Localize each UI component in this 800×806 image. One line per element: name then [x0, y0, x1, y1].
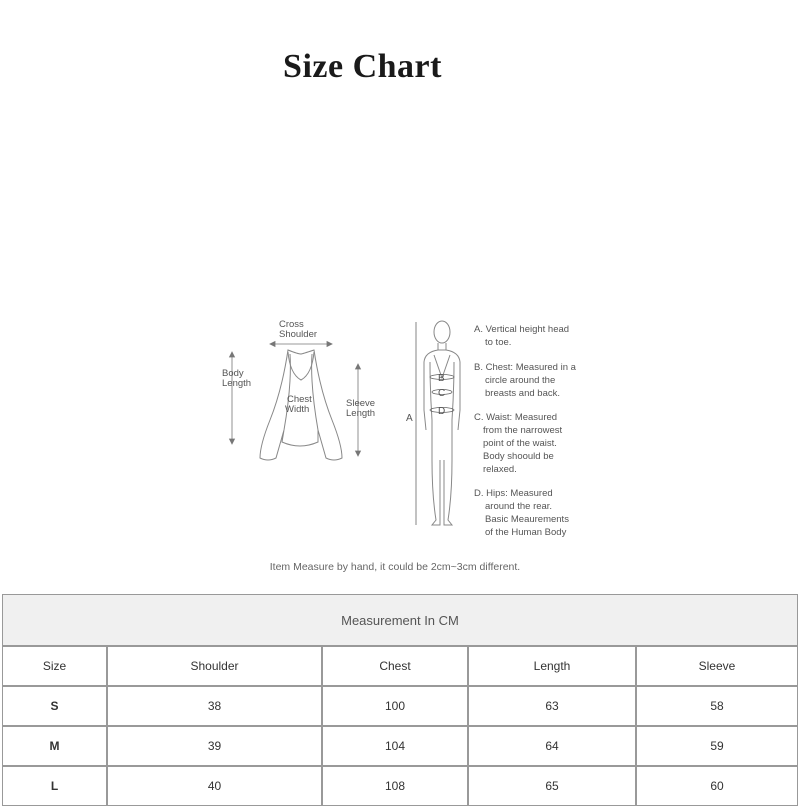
legend-line: breasts and back.: [485, 388, 560, 399]
legend-line: around the rear.: [485, 501, 553, 512]
size-table: [2, 594, 798, 806]
size-table-container: [2, 594, 798, 806]
size-cell: S: [2, 686, 107, 726]
legend-line: Body shoould be: [483, 451, 554, 462]
sleeve-length-label: Length: [346, 408, 376, 419]
body-legend: [474, 324, 577, 538]
legend-line: relaxed.: [483, 464, 517, 475]
body-measure-lines: [416, 322, 454, 525]
length-cell: 65: [468, 766, 636, 806]
chest-width-label: Chest: [287, 394, 312, 405]
body-length-label: Length: [222, 378, 252, 389]
cross-shoulder-label: Cross: [279, 319, 304, 330]
body-letter-c: C: [438, 388, 446, 399]
table-row: [2, 766, 798, 806]
length-cell: 63: [468, 686, 636, 726]
chest-cell: 100: [322, 686, 468, 726]
table-row: [2, 726, 798, 766]
legend-line: of the Human Body: [485, 527, 567, 538]
cross-shoulder-label: Shoulder: [279, 329, 318, 340]
header-chest: Chest: [322, 646, 468, 686]
shoulder-cell: 40: [107, 766, 322, 806]
table-caption: Measurement In CM: [2, 594, 798, 646]
page-title: Size Chart: [283, 48, 442, 85]
header-length: Length: [468, 646, 636, 686]
body-length-label: Body: [222, 368, 244, 379]
legend-line: C. Waist: Measured: [474, 412, 558, 423]
shoulder-cell: 38: [107, 686, 322, 726]
header-shoulder: Shoulder: [107, 646, 322, 686]
header-size: Size: [2, 646, 107, 686]
legend-line: point of the waist.: [483, 438, 557, 449]
length-cell: 64: [468, 726, 636, 766]
chest-cell: 104: [322, 726, 468, 766]
body-letter-a: A: [406, 413, 413, 424]
legend-line: Basic Meaurements: [485, 514, 569, 525]
sleeve-cell: 58: [636, 686, 798, 726]
body-letter-d: D: [438, 406, 446, 417]
table-row: [2, 686, 798, 726]
legend-line: B. Chest: Measured in a: [474, 362, 576, 373]
size-cell: M: [2, 726, 107, 766]
legend-line: A. Vertical height head: [474, 324, 570, 335]
chest-cell: 108: [322, 766, 468, 806]
sleeve-length-label: Sleeve: [346, 398, 376, 409]
sleeve-cell: 59: [636, 726, 798, 766]
body-figure: [424, 321, 460, 525]
sleeve-cell: 60: [636, 766, 798, 806]
shoulder-cell: 39: [107, 726, 322, 766]
size-cell: L: [2, 766, 107, 806]
legend-line: from the narrowest: [483, 425, 563, 436]
chest-width-label: Width: [285, 404, 310, 415]
legend-line: to toe.: [485, 337, 512, 348]
header-sleeve: Sleeve: [636, 646, 798, 686]
measurement-diagram: [210, 310, 600, 550]
legend-line: D. Hips: Measured: [474, 488, 553, 499]
body-letter-b: B: [438, 373, 445, 384]
legend-line: circle around the: [485, 375, 556, 386]
measure-note: Item Measure by hand, it could be 2cm~3cm different.: [269, 561, 521, 573]
